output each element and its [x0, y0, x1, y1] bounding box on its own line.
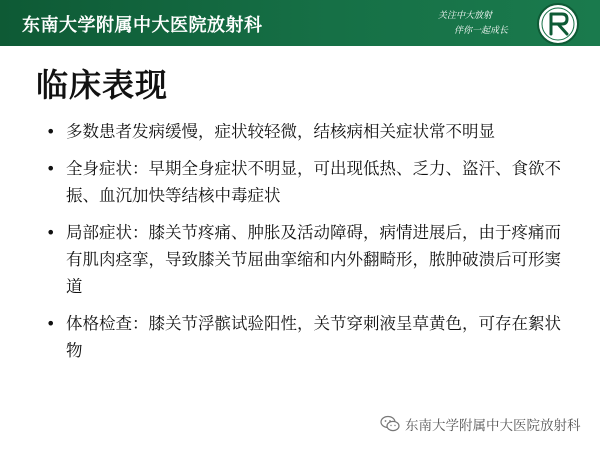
watermark: [380, 413, 581, 435]
list-item: [44, 310, 564, 364]
bullet-marker: •: [46, 223, 56, 242]
list-item: [44, 219, 564, 300]
bullet-marker: •: [46, 314, 56, 333]
bullet-text: 全身症状：早期全身症状不明显，可出现低热、乏力、盗汗、食欲不振、血沉加快等结核中毒症状: [66, 159, 561, 205]
bullet-text: 多数患者发病缓慢，症状较轻微，结核病相关症状常不明显: [66, 122, 495, 141]
header-title: 东南大学附属中大医院放射科: [22, 15, 263, 36]
header-slogan: [418, 6, 528, 42]
list-item: [44, 155, 564, 209]
bullet-list: [44, 118, 564, 374]
header-bar: [0, 0, 600, 46]
slogan-line-1: 关注中大放射: [438, 11, 493, 21]
list-item: [44, 118, 564, 145]
bullet-text: 体格检查：膝关节浮髌试验阳性，关节穿刺液呈草黄色，可存在絮状物: [66, 314, 561, 360]
slogan-line-2: 伴你一起成长: [454, 26, 509, 36]
wechat-icon: [380, 415, 400, 433]
hospital-logo-icon: [536, 2, 580, 46]
watermark-text: 东南大学附属中大医院放射科: [405, 418, 581, 434]
bullet-text: 局部症状：膝关节疼痛、肿胀及活动障碍，病情进展后，由于疼痛而有肌肉痉挛，导致膝关节屈曲挛缩和内外翻畸形，脓肿破溃后可形窦道: [66, 223, 561, 296]
bullet-marker: •: [46, 159, 56, 178]
page-title: 临床表现: [36, 66, 169, 104]
bullet-marker: •: [46, 122, 56, 141]
